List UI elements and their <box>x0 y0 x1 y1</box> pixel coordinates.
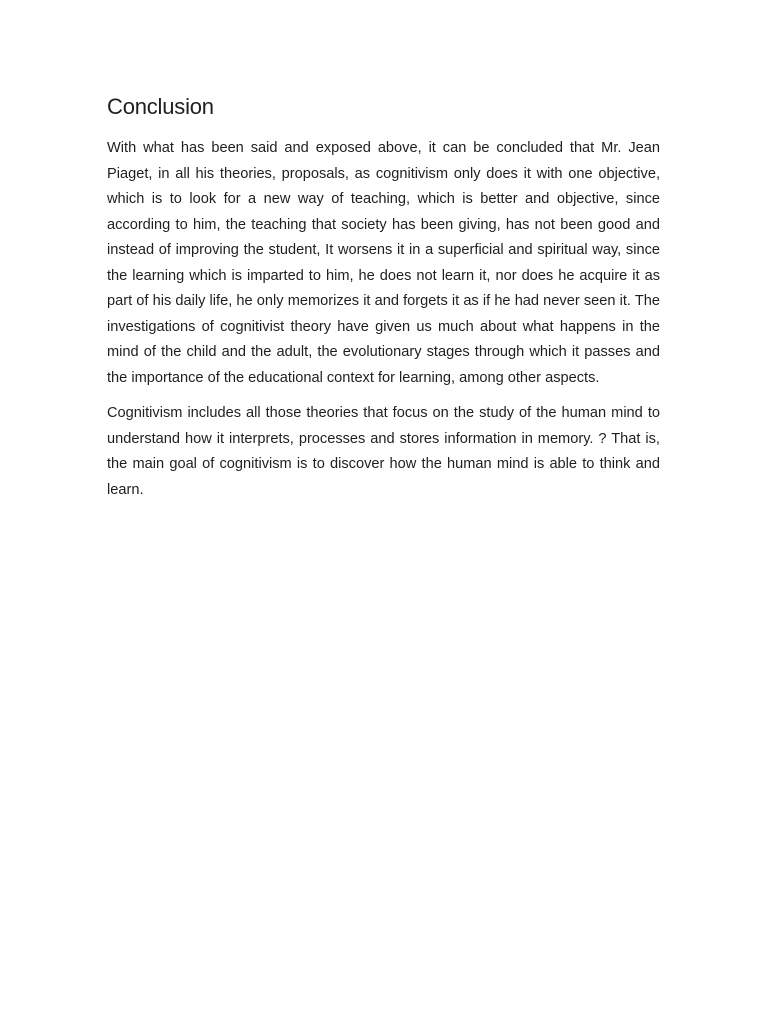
document-body <box>107 92 660 513</box>
paragraph-1: With what has been said and exposed above, it can be concluded that Mr. Jean Piaget, in all his theories, proposals, as cognitivism only does it with one objective, which is to look for a new way of teaching, which is better and objective, since according to him, the teaching that society has been giving, has not been good and instead of improving the student, It worsens it in a superficial and spiritual way, since the learning which is imparted to him, he does not learn it, nor does he acquire it as part of his daily life, he only memorizes it and forgets it as if he had never seen it. The investigations of cognitivist theory have given us much about what happens in the mind of the child and the adult, the evolutionary stages through which it passes and the importance of the educational context for learning, among other aspects. <box>107 140 660 386</box>
section-heading: Conclusion <box>107 94 214 119</box>
paragraph-2: Cognitivism includes all those theories that focus on the study of the human mind to understand how it interprets, processes and stores information in memory. ? That is, the main goal of cognitivism is to discover how the human mind is able to think and learn. <box>107 405 660 498</box>
